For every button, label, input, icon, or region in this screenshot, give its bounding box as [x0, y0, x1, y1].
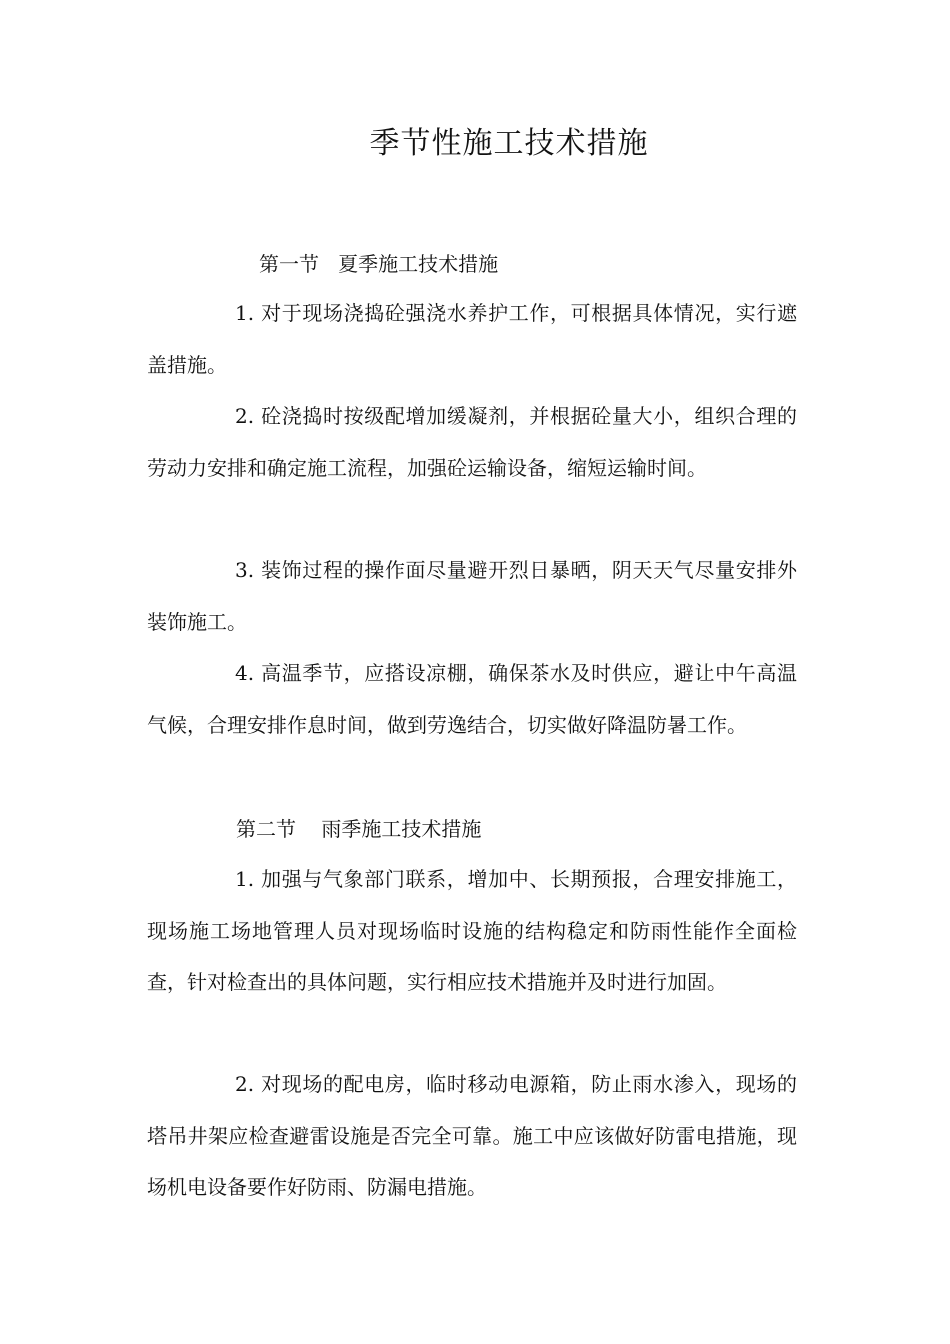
- rainy-paragraph-2: 2. 对现场的配电房，临时移动电源箱，防止雨水渗入，现场的塔吊井架应检查避雷设施是否完全可靠。施工中应该做好防雷电措施，现场机电设备要作好防雨、防漏电措施。: [147, 1072, 797, 1199]
- summer-paragraph-2: 2. 砼浇捣时按级配增加缓凝剂，并根据砼量大小，组织合理的劳动力安排和确定施工流程，加强砼运输设备，缩短运输时间。: [147, 404, 797, 480]
- section-heading-rainy: 第二节 雨季施工技术措施: [236, 817, 482, 841]
- summer-paragraph-3: 3. 装饰过程的操作面尽量避开烈日暴晒，阴天天气尽量安排外装饰施工。: [147, 558, 797, 634]
- section-heading-summer: 第一节 夏季施工技术措施: [259, 252, 499, 276]
- rainy-paragraph-1: 1. 加强与气象部门联系，增加中、长期预报，合理安排施工，现场施工场地管理人员对现场临时设施的结构稳定和防雨性能作全面检查，针对检查出的具体问题，实行相应技术措施并及时进行加固。: [147, 867, 797, 994]
- document-title: 季节性施工技术措施: [369, 126, 649, 161]
- summer-paragraph-1: 1. 对于现场浇捣砼强浇水养护工作，可根据具体情况，实行遮盖措施。: [147, 301, 797, 377]
- summer-paragraph-4: 4. 高温季节，应搭设凉棚，确保茶水及时供应，避让中午高温气候，合理安排作息时间，做到劳逸结合，切实做好降温防暑工作。: [147, 661, 797, 737]
